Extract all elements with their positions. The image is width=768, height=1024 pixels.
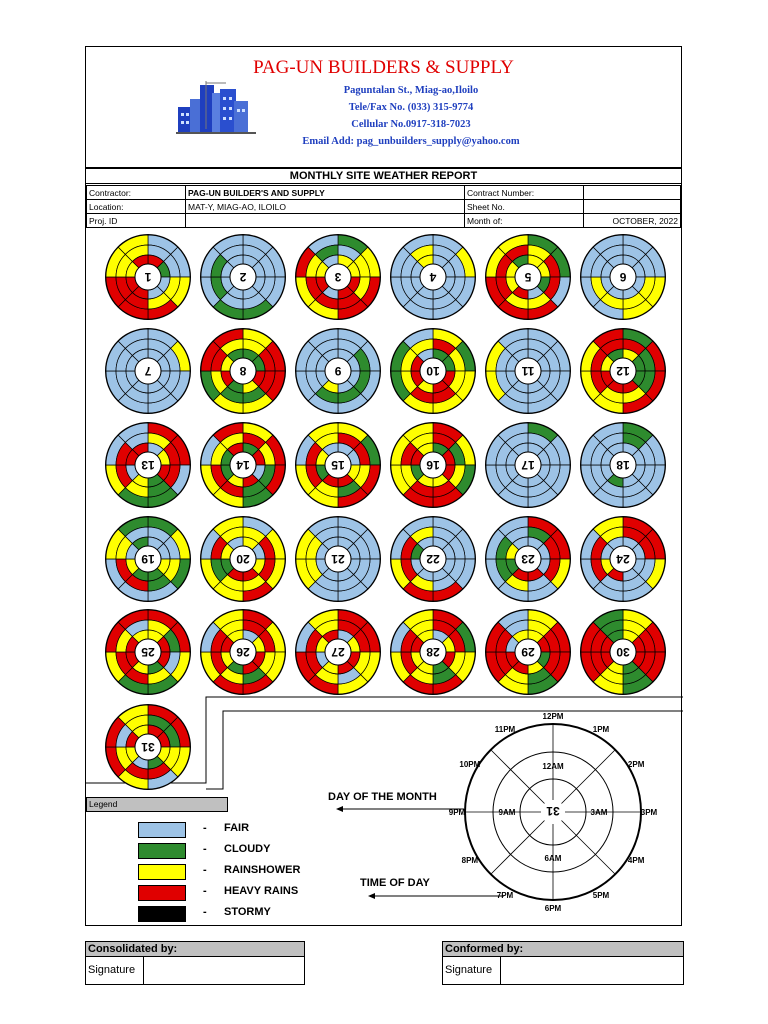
hour-label: 1PM [592,724,610,734]
day-number: 24 [616,552,630,566]
day-number: 28 [426,645,440,659]
day-number: 25 [141,645,155,659]
day-number: 30 [616,645,630,659]
day-of-month-label: DAY OF THE MONTH [328,791,437,803]
day-number: 17 [521,458,535,472]
day-number: 10 [426,364,440,378]
day-number: 27 [331,645,345,659]
day-number: 15 [331,458,345,472]
day-number: 19 [141,552,155,566]
day-number: 29 [521,645,535,659]
day-number: 20 [236,552,250,566]
hour-label: 3PM [640,808,658,817]
company-cellular: Cellular No.0917-318-7023 [351,119,471,130]
legend-dash: - [203,906,207,918]
day-number: 7 [144,364,152,378]
day-number: 13 [141,458,155,472]
consolidated-signature-field[interactable] [86,957,304,984]
company-telfax: Tele/Fax No. (033) 315-9774 [348,102,474,113]
hour-label: 4PM [627,856,645,865]
time-key-diagram [86,47,683,927]
day-number: 16 [426,458,440,472]
hour-label: 6PM [544,904,562,913]
sheet-label: Sheet No. [465,200,584,214]
hour-label: 7PM [496,891,514,901]
legend-dash: - [203,822,207,834]
legend-label: CLOUDY [224,843,271,855]
month-value: OCTOBER, 2022 [584,214,681,228]
report-sheet [85,46,682,926]
day-number: 1 [144,270,152,284]
hour-label: 3AM [590,808,608,817]
contract-number-label: Contract Number: [465,186,584,200]
day-number: 9 [334,364,342,378]
hour-label: 12PM [542,712,564,721]
signature-label: Signature [443,957,501,984]
hour-label: 9PM [448,808,466,817]
legend-dash: - [203,864,207,876]
hour-label: 8PM [461,856,479,865]
hour-label: 5PM [592,891,610,901]
day-number: 8 [239,364,247,378]
day-number: 26 [236,645,250,659]
hour-label: 12AM [542,762,564,771]
conformed-signature-field[interactable] [443,957,683,984]
day-number: 5 [524,270,532,284]
contractor-value: PAG-UN BUILDER'S AND SUPPLY [186,186,465,200]
legend-dash: - [203,843,207,855]
hour-label: 10PM [459,760,481,769]
day-number: 2 [239,270,247,284]
day-number: 21 [331,552,345,566]
day-number: 12 [616,364,630,378]
day-number: 4 [429,270,437,284]
day-number: 22 [426,552,440,566]
day-number: 18 [616,458,630,472]
key-day-number: 31 [546,804,560,818]
legend-title: Legend [86,797,228,812]
location-label: Location: [87,200,186,214]
legend-dash: - [203,885,207,897]
conformed-box [442,941,684,985]
company-name: PAG-UN BUILDERS & SUPPLY [253,57,514,78]
hour-label: 2PM [627,760,645,769]
day-number: 31 [141,740,155,754]
consolidated-label: Consolidated by: [86,942,304,957]
report-title: MONTHLY SITE WEATHER REPORT [86,167,681,184]
hour-label: 6AM [544,854,562,863]
legend-label: RAINSHOWER [224,864,301,876]
legend-label: STORMY [224,906,271,918]
signature-label: Signature [86,957,144,984]
day-number: 23 [521,552,535,566]
hour-label: 9AM [498,808,516,817]
day-number: 6 [619,270,627,284]
proj-label: Proj. ID [87,214,186,228]
month-label: Month of: [465,214,584,228]
conformed-label: Conformed by: [443,942,683,957]
legend-label: HEAVY RAINS [224,885,299,897]
contractor-label: Contractor: [87,186,186,200]
day-number: 14 [236,458,250,472]
hour-label: 11PM [494,724,516,734]
legend-label: FAIR [224,822,250,834]
day-number: 3 [334,270,342,284]
day-number: 11 [521,364,535,378]
company-email: Email Add: pag_unbuilders_supply@yahoo.com [302,136,520,147]
time-of-day-label: TIME OF DAY [360,877,430,889]
company-address: Paguntalan St., Miag-ao,Iloilo [343,85,479,96]
consolidated-box [85,941,305,985]
location-value: MAT-Y, MIAG-AO, ILOILO [186,200,465,214]
